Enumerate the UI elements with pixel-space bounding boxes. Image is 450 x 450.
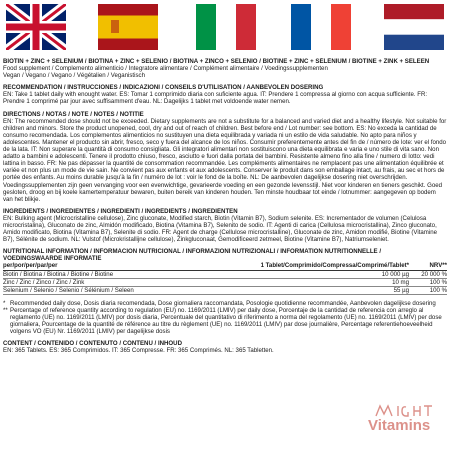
italy-flag-icon: [196, 4, 256, 50]
nutrition-header-row: [3, 262, 447, 270]
watermark-text: Vitamins: [368, 417, 431, 434]
ingredients-section: [3, 208, 447, 243]
footnote-1-mark: *: [3, 299, 6, 307]
spain-flag-icon: [98, 4, 158, 50]
nutrient-amount: 10 000 µg: [259, 270, 409, 278]
dose-header: 1 Tablet/Comprimido/Compressa/Comprimé/Tablet*: [260, 262, 409, 270]
recommendation-heading: RECOMMENDATION / INSTRUCCIONES / INDICAZIONI / CONSEILS D'UTILISATION / AANBEVOLEN DOSERING: [3, 84, 324, 92]
ingredients-heading: INGREDIENTS / INGREDIENTES / INGREDIENTI / INGRÉDIENTS / INGREDIËNTEN: [3, 207, 238, 215]
content-heading: CONTENT / CONTENIDO / CONTENUTO / CONTENU / INHOUD: [3, 340, 182, 348]
recommendation-section: [3, 84, 447, 105]
product-diet: Vegan / Vegano / Vegano / Végétalien / Veganistisch: [3, 72, 145, 80]
nutrient-nrv: 100 %: [409, 286, 447, 294]
product-type: Food supplement / Complemento alimenticio / Integratore alimentare / Complément alimentaire / Voedingssupplementen: [3, 65, 328, 73]
table-row: [3, 278, 447, 286]
per-header: per/por/per/par/per: [3, 262, 259, 270]
nutrient-name: Zinc / Zinc / Zinco / Zinc / Zink: [3, 278, 259, 286]
nutrition-heading-1: NUTRITIONAL INFORMATION / INFORMACIÓN NUTRICIONAL / INFORMAZIONI NUTRIZIONALI / INFORMATION NUTRITIONNELLE /: [3, 248, 382, 256]
mighty-vitamins-logo-icon: [358, 402, 446, 436]
ingredients-text: EN: Bulking agent (Microcristalline cellulose), Zinc gluconate, Modified starch, Biotin (Vitamin B7), Sodium selenite. ES: Incrementador de volumen (Celulosa microcristalina), Gluconato de zinc, Almidón modificado, Biotina (Vitamina B7), Selenito de sodio. IT: Agenti di carica (Cellulosa microcristallina), Zinco gluconato, Amido modificato, Biotina (Vitamina B7), Selenite di sodio. FR: Agent de charge (Cellulose microcristalline), Gluconate de zinc, Amidon modifié, Biotine (Vitamine B7), Sélénite de sodium. NL: Vulstof (Microkristallijne cellulose), Zinkgluconaat, Gemodificeerd zetmeel, Biotine (Vitamine B7), Natriumseleniet.: [3, 214, 437, 244]
uk-flag-icon: [6, 4, 66, 50]
flag-row: [0, 4, 450, 54]
recommendation-text: EN: Take 1 tablet daily with enought water. ES: Tomar 1 comprimido diaria con suficiente agua. IT: Prendere 1 compressa al giorno con acqua sufficiente. FR: Prendre 1 comprimé par jour avec suffisamment d'eau. NL: Dagelijks 1 tablet met voldoende water nemen.: [3, 91, 428, 106]
footnote-1: [3, 300, 447, 307]
product-title-block: [3, 58, 447, 79]
directions-heading: DIRECTIONS / NOTAS / NOTE / NOTES / NOTITIE: [3, 110, 144, 118]
nutrient-name: Selenium / Selenio / Selenio / Sélénium / Seleen: [3, 286, 259, 294]
nutrient-nrv: 100 %: [409, 278, 447, 286]
content-section: [3, 340, 447, 354]
content-text: EN: 365 Tablets. ES: 365 Comprimidos. IT: 365 Compresse. FR: 365 Comprimés. NL: 365 Tabletten.: [3, 347, 274, 355]
footnote-2: [3, 307, 447, 335]
nutrient-amount: 10 mg: [259, 278, 409, 286]
france-flag-icon: [291, 4, 351, 50]
table-row: [3, 270, 447, 278]
nutrition-heading-2: VOEDINGSWAARDE INFORMATIE: [3, 255, 102, 263]
table-row: [3, 286, 447, 294]
nrv-header: NRV**: [409, 262, 447, 270]
footnotes-section: [3, 300, 447, 335]
product-title: BIOTIN + ZINC + SELENIUM / BIOTINA + ZINC + SELENIO / BIOTINA + ZINCO + SELENIO / BIOTINE + ZINC + SÉLÉNIUM / BIOTINE + ZINK + SELEEN: [3, 58, 430, 65]
directions-section: [3, 111, 447, 203]
label-text: [3, 58, 447, 359]
directions-text: EN: The recommended dose should not be exceeded. Dietary supplements are not a substitute for a balanced and varied diet and a healthy lifestyle. Not suitable for children and minors. Store the product unopened, cool, dry and out of reach of children. Best before end / Lot number: see bottom. ES: No exceda la cantidad de consumo recomendada. Los complementos alimenticios no sustituyen una dieta equilibrada y variada ni un estilo de vida saludable. No apto para niños y adolescentes. Mantener el producto sin abrir, fresco, seco y fuera del alcance de los niños. Consumir preferentemente antes del fin de / número de lote: ver el fondo de la lata. IT: Non superare la quantità di consumo consigliata. Gli integratori alimentari non sostituiscono una dieta equilibrata e varia e uno stile di vita sano. Non adatto a bambini e adolescenti. Tenere il prodotto chiuso, fresco, asciutto e fuori dalla portata dei bambini. Resistente almeno fino alla fine / numero di lotto: vedi lattina in basso. FR: Ne pas dépasser la quantité de consommation recommandée. Les compléments alimentaires ne remplacent pas une alimentation équilibrée et variée et non plus un mode de vie sain. Ne convient pas aux enfants et aux adolescents. Conserver le produit dans son emballage intact, au frais, au sec et hors de portée des enfants. Au moins durable jusqu'à la fin / numéro de lot : voir le fond de la boîte. NL: De aanbevolen dagelijkse dosering niet overschrijden. Voedingssupplementen zijn geen vervanging voor een evenwichtige, gevarieerde voeding en een gezonde levensstijl. Niet voor kinderen en tieners geschikt. Goed gesloten, droog en bij koele kamertemperatuur bewaren, buiten bereik van kinderen houden. Ten minste houdbaar tot einde / lotnummer: aangegeven op bodem van het blikje.: [3, 117, 447, 203]
nutrition-table: [3, 262, 447, 294]
nutrition-section: [3, 248, 447, 295]
footnote-1-text: Recommended daily dose, Dosis diaria recomendada, Dose giornaliera raccomandata, Posologie quotidienne recommandée, Aanbevolen dagelijkse dosering: [10, 299, 436, 307]
nutrient-name: Biotin / Biotina / Biotina / Biotine / Biotine: [3, 270, 259, 278]
footnote-2-text: Percentage of reference quantity according to regulation (EU) no. 1169/2011 (LMIV) per daily dose, Porcentaje de la cantidad de referencia con arreglo al reglamento (UE) no. 1169/2011 (LMIV) por dosis diaria, Percentuale del quantitativo di riferimento a norma del regolamento (UE) no. 1169/2011 (LMIV) per dose giornaliera, Pourcentage de la quantité de référence au titre du règlement (UE) no. 1169/2011 (LMIV) par dose journalière, Percentage referentiehoeveelheid volgens VO (EU) Nr. 1169/2011 (LMIV) per dagelijkse dosis: [10, 306, 442, 336]
netherlands-flag-icon: [384, 4, 444, 50]
footnote-2-mark: **: [3, 306, 8, 314]
nutrient-nrv: 20 000 %: [409, 270, 447, 278]
nutrient-amount: 55 µg: [259, 286, 409, 294]
